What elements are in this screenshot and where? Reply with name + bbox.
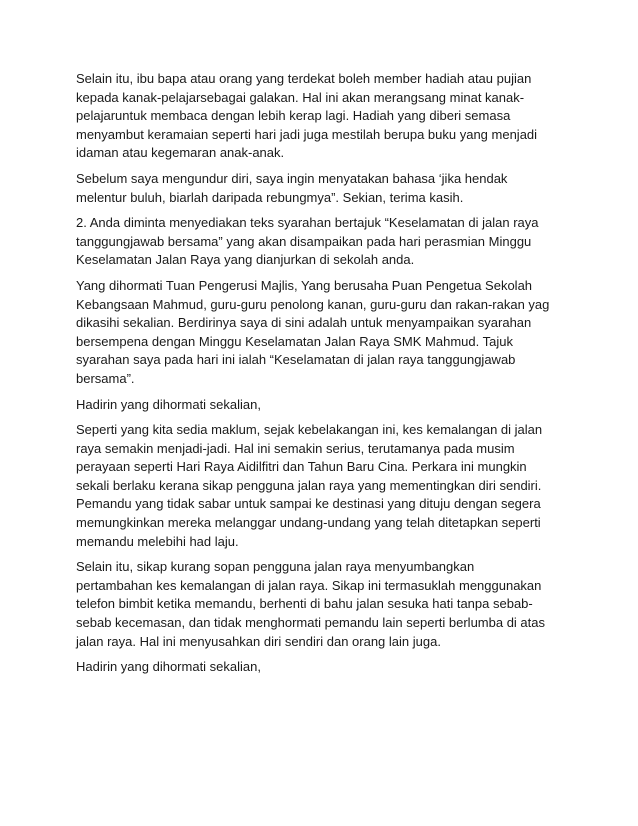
text-line: pelajaruntuk membaca dengan lebih kerap lagi. Hadiah yang diberi semasa — [76, 108, 511, 124]
text-line: Selain itu, sikap kurang sopan pengguna jalan raya menyumbangkan — [76, 559, 475, 575]
paragraph-audience-address — [76, 658, 570, 677]
paragraph-greeting — [76, 277, 570, 389]
text-line: Seperti yang kita sedia maklum, sejak kebelakangan ini, kes kemalangan di jalan — [76, 422, 543, 438]
text-line: melentur buluh, biarlah daripada rebungmya”. Sekian, terima kasih. — [76, 189, 464, 205]
text-line: Kebangsaan Mahmud, guru-guru penolong kanan, guru-guru dan rakan-rakan yag — [76, 296, 550, 312]
document-body — [76, 70, 570, 684]
text-line: memandu melebihi had laju. — [76, 533, 239, 549]
paragraph-accident-cases — [76, 421, 570, 551]
text-line: Pemandu yang tidak sabar untuk sampai ke destinasi yang dituju dengan segera — [76, 496, 541, 512]
paragraph-audience-address — [76, 396, 570, 415]
text-line: tanggungjawab bersama” yang akan disampaikan pada hari perasmian Minggu — [76, 233, 532, 249]
text-line: sekali berlaku kerana sikap pengguna jalan raya yang mementingkan diri sendiri. — [76, 477, 542, 493]
text-line: perayaan seperti Hari Raya Aidilfitri dan Tahun Baru Cina. Perkara ini mungkin — [76, 459, 527, 475]
text-line: Yang dihormati Tuan Pengerusi Majlis, Yang berusaha Puan Pengetua Sekolah — [76, 277, 533, 293]
text-line: Hadirin yang dihormati sekalian, — [76, 659, 261, 675]
text-line: bersempena dengan Minggu Keselamatan Jalan Raya SMK Mahmud. Tajuk — [76, 333, 513, 349]
text-line: Keselamatan Jalan Raya yang dianjurkan di sekolah anda. — [76, 252, 415, 268]
text-line: 2. Anda diminta menyediakan teks syarahan bertajuk “Keselamatan di jalan raya — [76, 215, 539, 231]
paragraph-road-courtesy — [76, 558, 570, 651]
text-line: raya semakin menjadi-jadi. Hal ini semakin serius, terutamanya pada musim — [76, 440, 515, 456]
text-line: jalan raya. Hal ini menyusahkan diri sendiri dan orang lain juga. — [76, 633, 441, 649]
text-line: idaman atau kegemaran anak-anak. — [76, 145, 285, 161]
text-line: sebab kecemasan, dan tidak menghormati pemandu lain seperti berlumba di atas — [76, 615, 545, 631]
text-line: dikasihi sekalian. Berdirinya saya di sini adalah untuk menyampaikan syarahan — [76, 315, 532, 331]
text-line: Hadirin yang dihormati sekalian, — [76, 396, 261, 412]
text-line: bersama”. — [76, 370, 135, 386]
text-line: Selain itu, ibu bapa atau orang yang terdekat boleh member hadiah atau pujian — [76, 71, 532, 86]
text-line: Sebelum saya mengundur diri, saya ingin menyatakan bahasa ‘jika hendak — [76, 170, 508, 186]
paragraph-rewards — [76, 70, 570, 163]
paragraph-question-2 — [76, 214, 570, 270]
paragraph-closing — [76, 170, 570, 207]
text-line: menyambut keramaian seperti hari jadi juga mestilah berupa buku yang menjadi — [76, 126, 538, 142]
text-line: telefon bimbit ketika memandu, berhenti di bahu jalan sesuka hati tanpa sebab- — [76, 596, 533, 612]
text-line: syarahan saya pada hari ini ialah “Keselamatan di jalan raya tanggungjawab — [76, 352, 516, 368]
text-line: kepada kanak-pelajarsebagai galakan. Hal ini akan merangsang minat kanak- — [76, 89, 525, 105]
text-line: memungkinkan mereka melanggar undang-undang yang telah ditetapkan seperti — [76, 515, 541, 531]
text-line: pertambahan kes kemalangan di jalan raya. Sikap ini termasuklah menggunakan — [76, 577, 542, 593]
